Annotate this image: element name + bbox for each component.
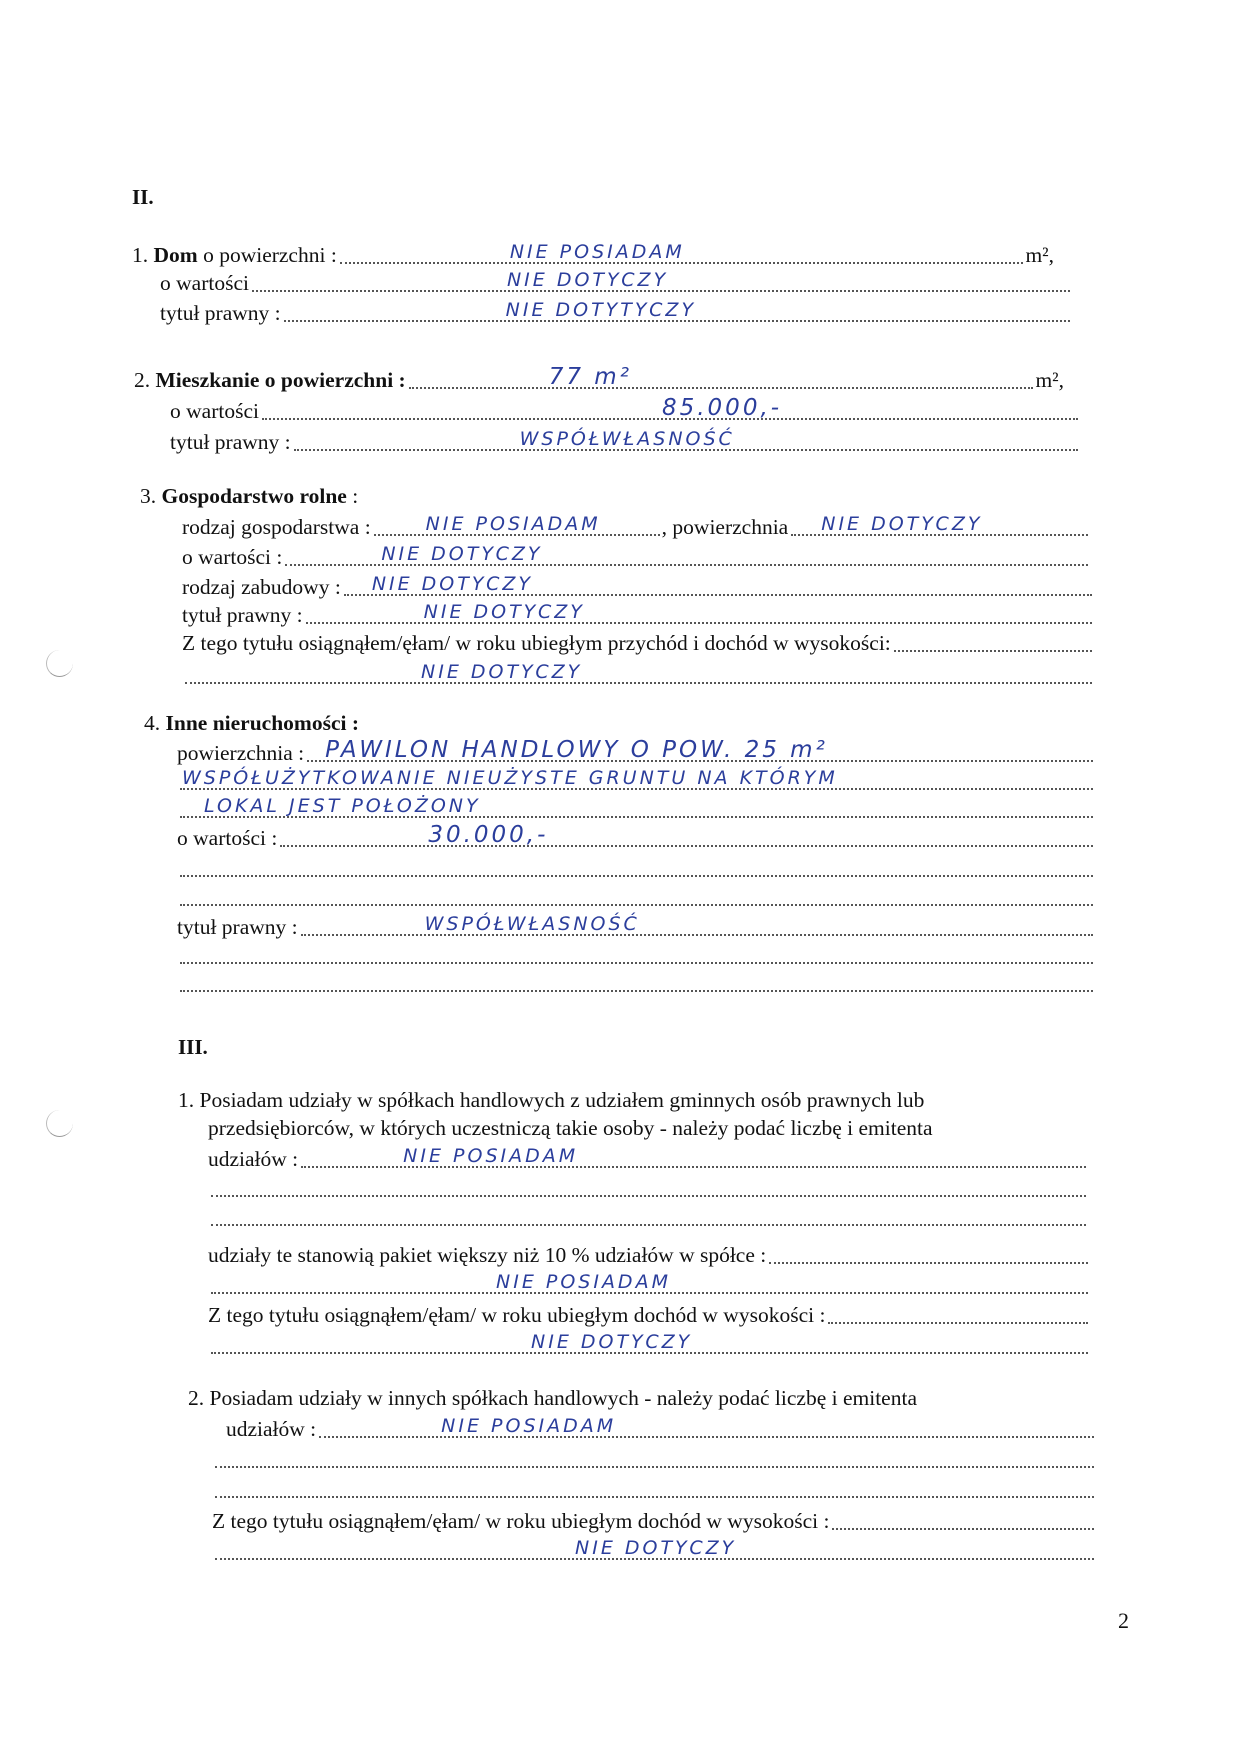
item-number: 2. <box>188 1386 205 1410</box>
gospodarstwo-build-field[interactable] <box>344 572 1092 596</box>
mieszkanie-value-field[interactable] <box>262 396 1078 420</box>
gospodarstwo-area-handwriting: NIE DOTYCZY <box>821 513 983 535</box>
dom-area-field[interactable] <box>340 240 1024 264</box>
inne-line3-handwriting: LOKAL JEST POŁOŻONY <box>204 795 481 817</box>
udzialy-inne-blank-field-1[interactable] <box>215 1444 1094 1468</box>
dom-value-label: o wartości <box>160 271 249 295</box>
gospodarstwo-type-label: rodzaj gospodarstwa : <box>182 515 371 539</box>
udzialy-gminne-income-field[interactable] <box>211 1330 1088 1354</box>
gospodarstwo-income-dots[interactable] <box>894 628 1092 652</box>
item-number: 1. <box>132 243 149 267</box>
inne-blank-row-3 <box>177 940 1095 968</box>
gospodarstwo-income-label: Z tego tytułu osiągnąłem/ęłam/ w roku ubiegłym przychód i dochód w wysokości: <box>182 631 891 655</box>
inne-area-handwriting: PAWILON HANDLOWY O POW. 25 m² <box>325 737 828 763</box>
gospodarstwo-value-handwriting: NIE DOTYCZY <box>381 543 543 565</box>
inne-blank-field-4[interactable] <box>180 968 1093 992</box>
inne-area-label: powierzchnia : <box>177 741 305 765</box>
inne-title-field[interactable] <box>301 912 1093 936</box>
inne-value-row <box>177 823 1095 851</box>
dom-area-row: 1. Dom o powierzchni : NIE POSIADAM m², <box>132 241 1054 267</box>
gospodarstwo-build-row <box>182 572 1094 600</box>
inne-blank-field-3[interactable] <box>180 940 1093 964</box>
gospodarstwo-type-handwriting: NIE POSIADAM <box>425 513 601 535</box>
udzialy-gminne-income-dots[interactable] <box>828 1300 1088 1324</box>
item-number: 4. <box>144 711 161 735</box>
dom-title-label: tytuł prawny : <box>160 301 281 325</box>
udzialy-pakiet-row-2 <box>208 1270 1090 1298</box>
udzialy-gminne-shares-label: udziałów : <box>208 1147 299 1171</box>
dom-value-handwriting: NIE DOTYCZY <box>506 269 669 291</box>
mieszkanie-title-row <box>170 427 1080 455</box>
udzialy-inne-shares-row <box>226 1414 1096 1442</box>
udzialy-gminne-income-handwriting: NIE DOTYCZY <box>531 1331 693 1353</box>
mieszkanie-title-handwriting: WSPÓŁWŁASNOŚĆ <box>519 428 735 450</box>
item-number: 1. <box>178 1088 195 1112</box>
mieszkanie-value-handwriting: 85.000,- <box>661 395 783 421</box>
udzialy-inne-income-label: Z tego tytułu osiągnąłem/ęłam/ w roku ubiegłym dochód w wysokości : <box>212 1509 830 1533</box>
gospodarstwo-value-field[interactable] <box>285 542 1088 566</box>
dom-label: Dom <box>153 243 198 267</box>
gospodarstwo-build-label: rodzaj zabudowy : <box>182 575 341 599</box>
gospodarstwo-income-row-2 <box>182 660 1094 688</box>
inne-line2-row <box>177 766 1095 794</box>
page-number: 2 <box>1118 1608 1129 1633</box>
gospodarstwo-value-row <box>182 542 1090 570</box>
inne-title-row <box>177 912 1095 940</box>
mieszkanie-area-handwriting: 77 m² <box>548 364 632 390</box>
dom-value-row <box>160 268 1072 296</box>
gospodarstwo-type-row <box>182 512 1090 540</box>
gospodarstwo-type-field[interactable] <box>374 512 660 536</box>
udzialy-pakiet-row <box>208 1240 1090 1268</box>
inne-label: Inne nieruchomości : <box>165 711 359 735</box>
udzialy-inne-text: 2. Posiadam udziały w innych spółkach handlowych - należy podać liczbę i emitenta <box>188 1386 917 1410</box>
udzialy-gminne-blank-field-1[interactable] <box>211 1173 1086 1197</box>
udzialy-pakiet-field[interactable] <box>211 1270 1088 1294</box>
udzialy-gminne-income-label: Z tego tytułu osiągnąłem/ęłam/ w roku ubiegłym dochód w wysokości : <box>208 1303 826 1327</box>
udzialy-gminne-shares-row <box>208 1144 1088 1172</box>
udzialy-inne-blank-field-2[interactable] <box>215 1474 1094 1498</box>
dom-value-field[interactable] <box>252 268 1070 292</box>
mieszkanie-value-row <box>170 396 1080 424</box>
gospodarstwo-income-field[interactable] <box>185 660 1092 684</box>
udzialy-gminne-blank-row-2 <box>208 1202 1088 1230</box>
udzialy-gminne-shares-field[interactable] <box>301 1144 1086 1168</box>
gospodarstwo-build-handwriting: NIE DOTYCZY <box>371 573 534 595</box>
gospodarstwo-label: Gospodarstwo rolne <box>161 484 347 508</box>
udzialy-inne-income-row <box>212 1506 1096 1534</box>
gospodarstwo-title-label: tytuł prawny : <box>182 603 303 627</box>
udzialy-pakiet-dots[interactable] <box>769 1240 1088 1264</box>
udzialy-inne-income-dots[interactable] <box>832 1506 1094 1530</box>
section-ii-heading: II. <box>132 185 154 209</box>
inne-line3-field[interactable] <box>180 794 1093 818</box>
inne-line3-row <box>177 794 1095 822</box>
udzialy-inne-blank-row-1 <box>212 1444 1096 1472</box>
dom-title-field[interactable] <box>284 298 1070 322</box>
mieszkanie-area-unit: m², <box>1035 368 1064 392</box>
inne-area-field[interactable] <box>307 738 1093 762</box>
gospodarstwo-area-label: , powierzchnia <box>661 515 789 539</box>
gospodarstwo-area-field[interactable] <box>791 512 1088 536</box>
udzialy-inne-shares-field[interactable] <box>319 1414 1094 1438</box>
inne-blank-row-4 <box>177 968 1095 996</box>
section-iii-heading: III. <box>178 1035 208 1059</box>
mieszkanie-area-row: 2. Mieszkanie o powierzchni : 77 m² m², <box>134 364 1064 392</box>
dom-area-handwriting: NIE POSIADAM <box>509 241 685 263</box>
gospodarstwo-income-handwriting: NIE DOTYCZY <box>421 661 583 683</box>
inne-value-field[interactable] <box>280 823 1093 847</box>
inne-value-handwriting: 30.000,- <box>428 822 549 848</box>
udzialy-inne-income-field[interactable] <box>215 1536 1094 1560</box>
mieszkanie-label: Mieszkanie <box>155 368 260 392</box>
udzialy-inne-income-row-2 <box>212 1536 1096 1564</box>
item-number: 2. <box>134 368 151 392</box>
mieszkanie-title-field[interactable] <box>294 427 1078 451</box>
inne-line2-field[interactable] <box>180 766 1093 790</box>
mieszkanie-title-label: tytuł prawny : <box>170 430 291 454</box>
gospodarstwo-heading-row: 3. Gospodarstwo rolne : <box>140 484 359 508</box>
udzialy-gminne-blank-row-1 <box>208 1173 1088 1201</box>
dom-title-handwriting: NIE DOTYTYCZY <box>505 299 697 321</box>
udzialy-inne-shares-handwriting: NIE POSIADAM <box>441 1415 617 1437</box>
udzialy-inne-blank-row-2 <box>212 1474 1096 1502</box>
inne-blank-field-2[interactable] <box>180 882 1093 906</box>
inne-blank-field-1[interactable] <box>180 853 1093 877</box>
udzialy-inne-shares-label: udziałów : <box>226 1417 317 1441</box>
udzialy-gminne-income-row-2 <box>208 1330 1090 1358</box>
inne-title-handwriting: WSPÓŁWŁASNOŚĆ <box>424 913 640 935</box>
mieszkanie-area-field[interactable] <box>409 365 1034 389</box>
inne-value-label: o wartości : <box>177 826 278 850</box>
gospodarstwo-title-field[interactable] <box>306 600 1092 624</box>
dom-area-unit: m², <box>1025 243 1054 267</box>
inne-title-label: tytuł prawny : <box>177 915 298 939</box>
udzialy-pakiet-label: udziały te stanowią pakiet większy niż 10 % udziałów w spółce : <box>208 1243 767 1267</box>
inne-blank-row-2 <box>177 882 1095 910</box>
dom-title-row <box>160 298 1072 326</box>
inne-blank-row-1 <box>177 853 1095 881</box>
inne-area-row <box>177 738 1095 766</box>
udzialy-gminne-shares-handwriting: NIE POSIADAM <box>403 1145 579 1167</box>
gospodarstwo-income-row <box>182 628 1094 656</box>
mieszkanie-value-label: o wartości <box>170 399 259 423</box>
inne-line2-handwriting: WSPÓŁUŻYTKOWANIE NIEUŻYSTE GRUNTU NA KTÓRYM <box>182 767 838 789</box>
udzialy-gminne-text: 1. Posiadam udziały w spółkach handlowych z udziałem gminnych osób prawnych lub przedsiębiorców, w których uczestniczą takie osoby - należy podać liczbę i emitenta <box>178 1088 933 1140</box>
inne-heading-row <box>144 710 359 736</box>
gospodarstwo-value-label: o wartości : <box>182 545 283 569</box>
gospodarstwo-title-handwriting: NIE DOTYCZY <box>423 601 585 623</box>
udzialy-gminne-income-row <box>208 1300 1090 1328</box>
udzialy-inne-income-handwriting: NIE DOTYCZY <box>575 1537 737 1559</box>
gospodarstwo-title-row <box>182 600 1094 628</box>
item-number: 3. <box>140 484 157 508</box>
punch-hole-top <box>46 650 73 677</box>
udzialy-pakiet-handwriting: NIE POSIADAM <box>496 1271 671 1293</box>
punch-hole-bottom <box>46 1110 73 1137</box>
udzialy-gminne-blank-field-2[interactable] <box>211 1202 1086 1226</box>
